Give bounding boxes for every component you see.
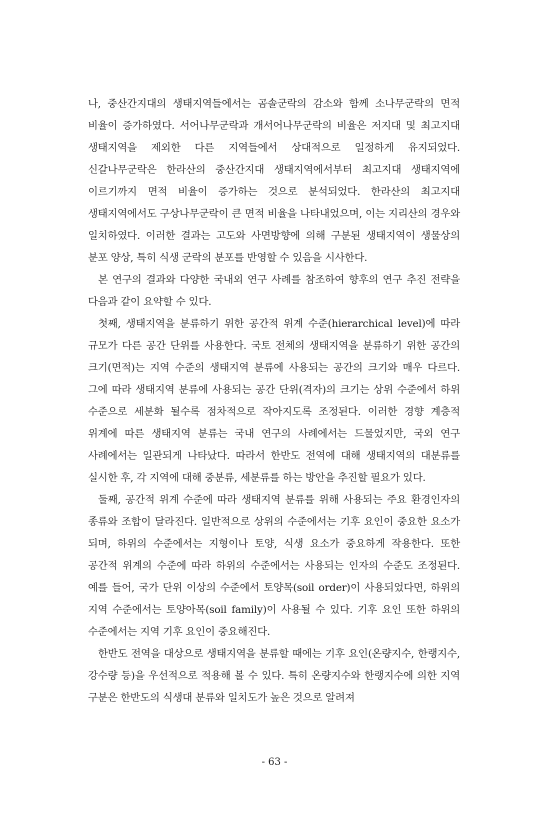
body-text: [88, 93, 460, 709]
paragraph-4: 둘째, 공간적 위계 수준에 따라 생태지역 분류를 위해 사용되는 주요 환경인자의 종류와 조합이 달라진다. 일반적으로 상위의 수준에서는 기후 요인이 중요한 요소가 되며, 하위의 수준에서는 지형이나 토양, 식생 요소가 중요하게 작용한다. 또한 공간적 위계의 수준에 따라 하위의 수준에서는 사용되는 인자의 수준도 조정된다. 예를 들어, 국가 단위 이상의 수준에서 토양목(soil order)이 사용되었다면, 하위의 지역 수준에서는 토양아목(soil family)이 사용될 수 있다. 기후 요인 또한 하위의 수준에서는 지역 기후 요인이 중요해진다.: [88, 494, 460, 638]
page-number: - 63 -: [261, 757, 288, 768]
paragraph-1: 나, 중산간지대의 생태지역들에서는 곰솔군락의 감소와 함께 소나무군락의 면적 비율이 증가하였다. 서어나무군락과 개서어나무군락의 비율은 저지대 및 최고지대 생태지역을 제외한 다른 지역들에서 상대적으로 일정하게 유지되었다. 신갈나무군락은 한라산의 중산간지대 생태지역에서부터 최고지대 생태지역에 이르기까지 면적 비율이 증가하는 것으로 분석되었다. 한라산의 최고지대 생태지역에서도 구상나무군락이 큰 면적 비율을 나타내었으며, 이는 지리산의 경우와 일치하였다. 이러한 결과는 고도와 사면방향에 의해 구분된 생태지역이 생물상의 분포 양상, 특히 식생 군락의 분포를 반영할 수 있음을 시사한다.: [88, 98, 460, 264]
paragraph-3: 첫째, 생태지역을 분류하기 위한 공간적 위계 수준(hierarchical level)에 따라 규모가 다른 공간 단위를 사용한다. 국토 전체의 생태지역을 분류하기 위한 공간의 크기(면적)는 지역 수준의 생태지역 분류에 사용되는 공간의 크기와 매우 다르다. 그에 따라 생태지역 분류에 사용되는 공간 단위(격자)의 크기는 상위 수준에서 하위 수준으로 세분화 될수록 점차적으로 작아지도록 조정된다. 이러한 경향 계층적 위계에 따른 생태지역 분류는 국내 연구의 사례에서는 드물었지만, 국외 연구 사례에서는 일관되게 나타났다. 따라서 한반도 전역에 대해 생태지역의 대분류를 실시한 후, 각 지역에 대해 중분류, 세분류를 하는 방안을 추진할 필요가 있다.: [88, 318, 460, 484]
paragraph-2: 본 연구의 결과와 다양한 국내외 연구 사례를 참조하여 향후의 연구 추진 전략을 다음과 같이 요약할 수 있다.: [88, 274, 460, 308]
paragraph-5: 한반도 전역을 대상으로 생태지역을 분류할 때에는 기후 요인(온량지수, 한랭지수, 강수량 등)을 우선적으로 적용해 볼 수 있다. 특히 온량지수와 한랭지수에 의한 지역 구분은 한반도의 식생대 분류와 일치도가 높은 것으로 알려져: [88, 648, 460, 704]
